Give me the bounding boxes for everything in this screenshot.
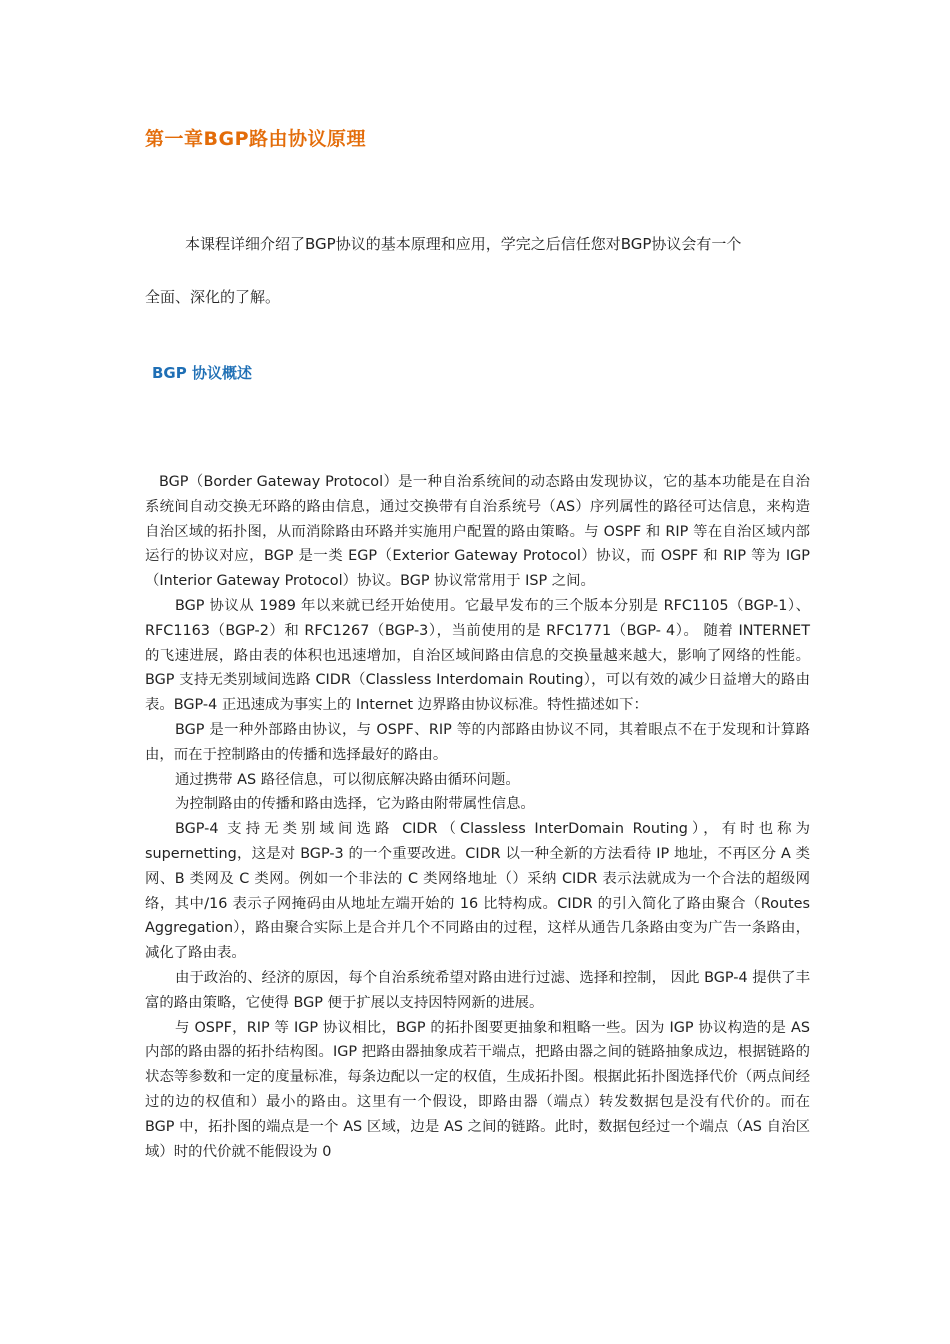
intro-paragraph [145, 218, 810, 324]
paragraph: BGP（Border Gateway Protocol）是一种自治系统间的动态路由发现协议，它的基本功能是在自治系统间自动交换无环路的路由信息，通过交换带有自治系统号（AS）序列属性的路径可达信息，来构造自治区域的拓扑图，从而消除路由环路并实施用户配置的路由策略。与 OSPF 和 RIP 等在自治区域内部运行的协议对应，BGP 是一类 EGP（Exterior Gateway Protocol）协议，而 OSPF 和 RIP 等为 IGP（Interior Gateway Protocol）协议。BGP 协议常常用于 ISP 之间。 [145, 474, 810, 590]
section-title: BGP 协议概述 [152, 364, 252, 382]
paragraph: 为控制路由的传播和路由选择，它为路由附带属性信息。 [175, 796, 535, 813]
paragraph: 由于政治的、经济的原因，每个自治系统希望对路由进行过滤、选择和控制， 因此 BGP-4 提供了丰富的路由策略，它使得 BGP 便于扩展以支持因特网新的进展。 [145, 969, 810, 1011]
paragraph: BGP 是一种外部路由协议，与 OSPF、RIP 等的内部路由协议不同，其着眼点不在于发现和计算路由，而在于控制路由的传播和选择最好的路由。 [145, 721, 810, 763]
intro-line-2: 全面、深化的了解。 [145, 288, 281, 306]
chapter-title: 第一章BGP路由协议原理 [145, 128, 367, 150]
paragraph: BGP 协议从 1989 年以来就已经开始使用。它最早发布的三个版本分别是 RFC1105（BGP-1）、RFC1163（BGP-2）和 RFC1267（BGP-3），当前使用的是 RFC1771（BGP- 4）。 随着 INTERNET 的飞速进展，路由表的体积也迅速增加，自治区域间路由信息的交换量越来越大，影响了网络的性能。BGP 支持无类别域间选路 CIDR（Classless Interdomain Routing），可以有效的减少日益增大的路由表。BGP-4 正迅速成为事实上的 Internet 边界路由协议标准。特性描述如下： [145, 597, 810, 714]
paragraph: 通过携带 AS 路径信息，可以彻底解决路由循环问题。 [175, 771, 520, 788]
paragraph: BGP-4 支持无类别域间选路 CIDR（Classless InterDomain Routing），有时也称为 supernetting，这是对 BGP-3 的一个重要改进。CIDR 以一种全新的方法看待 IP 地址，不再区分 A 类网、B 类网及 C 类网。例如一个非法的 C 类网络地址（）采纳 CIDR 表示法就成为一个合法的超级网络，其中/16 表示子网掩码由从地址左端开始的 16 比特构成。CIDR 的引入简化了路由聚合（Routes Aggregation），路由聚合实际上是合并几个不同路由的过程，这样从通告几条路由变为广告一条路由，减化了路由表。 [145, 821, 810, 962]
intro-line-1: 本课程详细介绍了BGP协议的基本原理和应用，学完之后信任您对BGP协议会有一个 [185, 235, 742, 253]
paragraph: 与 OSPF，RIP 等 IGP 协议相比，BGP 的拓扑图要更抽象和粗略一些。因为 IGP 协议构造的是 AS 内部的路由器的拓扑结构图。IGP 把路由器抽象成若干端点，把路由器之间的链路抽象成边，根据链路的状态等参数和一定的度量标准，每条边配以一定的权值，生成拓扑图。根据此拓扑图选择代价（两点间经过的边的权值和）最小的路由。这里有一个假设，即路由器（端点）转发数据包是没有代价的。而在 BGP 中，拓扑图的端点是一个 AS 区域，边是 AS 之间的链路。此时，数据包经过一个端点（AS 自治区域）时的代价就不能假设为 0 [145, 1019, 810, 1160]
body-text [145, 470, 810, 1164]
